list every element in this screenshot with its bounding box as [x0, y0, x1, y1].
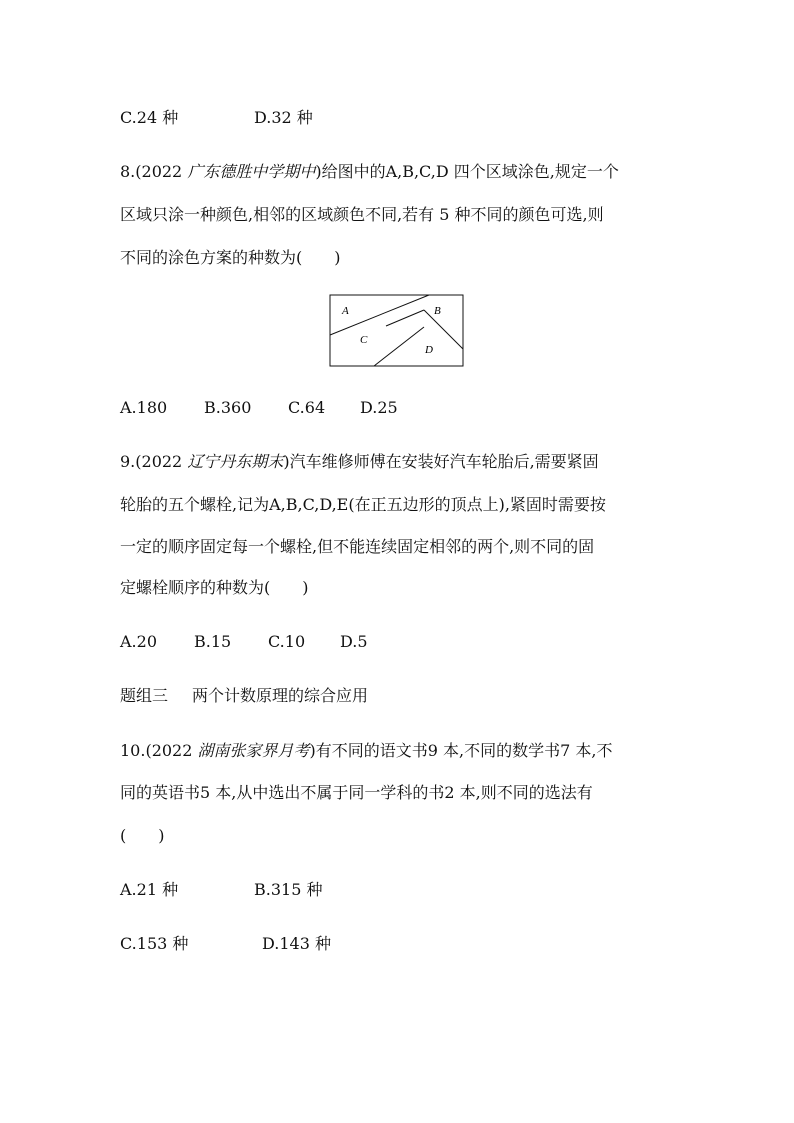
q10-number: 10.(2022	[120, 741, 198, 760]
q8-option-a: A.180	[120, 398, 168, 417]
q9-line-3: 一定的顺序固定每一个螺栓,但不能连续固定相邻的两个,则不同的固	[120, 537, 595, 556]
q10-line-2: 同的英语书5 本,从中选出不属于同一学科的书2 本,则不同的选法有	[120, 783, 593, 802]
q8-options-row	[120, 398, 398, 418]
q10-source: 湖南张家界月考	[197, 741, 310, 760]
q8-option-c: C.64	[288, 398, 326, 417]
figure-label-c: C	[360, 334, 368, 346]
q8-line-1	[120, 162, 619, 182]
section-label: 题组三	[120, 686, 169, 705]
q9-option-d: D.5	[340, 632, 368, 651]
q10-option-c: C.153 种	[120, 934, 189, 953]
q9-line-1	[120, 452, 599, 472]
section-heading	[120, 686, 368, 706]
figure-border	[330, 295, 463, 366]
q10-option-b: B.315 种	[254, 880, 323, 899]
q9-option-b: B.15	[194, 632, 232, 651]
q8-number: 8.(2022	[120, 162, 188, 181]
q9-line-4: 定螺栓顺序的种数为( )	[120, 578, 309, 597]
q8-line-3: 不同的涂色方案的种数为( )	[120, 248, 341, 267]
q10-options-row-2	[120, 934, 331, 954]
figure-line-cd	[374, 327, 424, 366]
q9-line-1-text: )汽车维修师傅在安装好汽车轮胎后,需要紧固	[283, 452, 599, 471]
q8-region-figure	[329, 294, 465, 368]
q8-option-d: D.25	[360, 398, 398, 417]
q9-option-a: A.20	[120, 632, 157, 651]
q10-option-d: D.143 种	[262, 934, 331, 953]
q10-line-1-text: )有不同的语文书9 本,不同的数学书7 本,不	[309, 741, 613, 760]
q9-line-2: 轮胎的五个螺栓,记为A,B,C,D,E(在正五边形的顶点上),紧固时需要按	[120, 495, 606, 514]
q7-option-d: D.32 种	[254, 108, 313, 127]
figure-line-cb	[386, 310, 424, 326]
q8-option-b: B.360	[204, 398, 252, 417]
section-title: 两个计数原理的综合应用	[192, 686, 369, 705]
q9-option-c: C.10	[268, 632, 306, 651]
q10-line-3: ( )	[120, 826, 165, 845]
q9-number: 9.(2022	[120, 452, 188, 471]
q9-options-row	[120, 632, 368, 652]
q8-source: 广东德胜中学期中	[187, 162, 316, 181]
q7-options-row	[120, 108, 313, 128]
q9-source: 辽宁丹东期末	[187, 452, 284, 471]
q10-options-row-1	[120, 880, 322, 900]
q8-line-2: 区域只涂一种颜色,相邻的区域颜色不同,若有 5 种不同的颜色可选,则	[120, 205, 604, 224]
figure-label-a: A	[342, 305, 349, 317]
figure-label-d: D	[425, 344, 433, 356]
q10-line-1	[120, 741, 612, 761]
q7-option-c: C.24 种	[120, 108, 179, 127]
figure-label-b: B	[434, 305, 441, 317]
q8-line-1-text: )给图中的A,B,C,D 四个区域涂色,规定一个	[315, 162, 619, 181]
q10-option-a: A.21 种	[120, 880, 179, 899]
